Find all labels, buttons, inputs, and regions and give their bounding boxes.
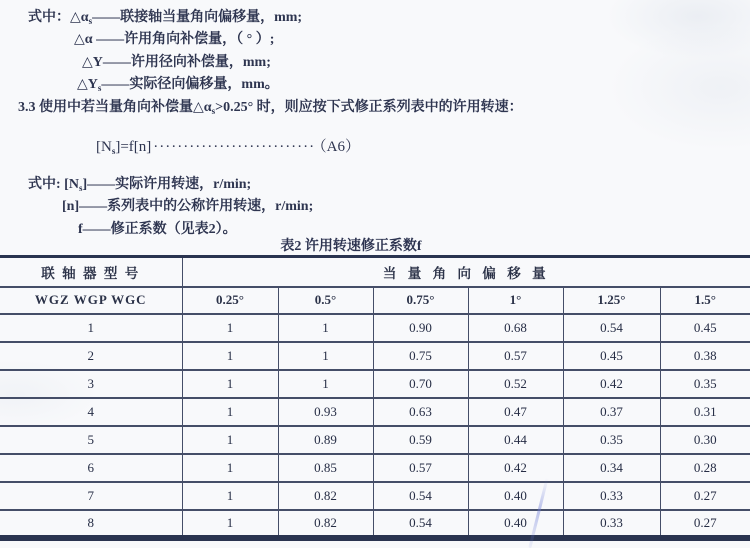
section-3-3-text bbox=[18, 97, 523, 119]
cell-model: 5 bbox=[0, 426, 182, 454]
equation-number: （A6） bbox=[319, 139, 361, 155]
definition-symbol: △α bbox=[74, 32, 93, 48]
table-header-row-1 bbox=[0, 257, 750, 287]
cell-value: 0.38 bbox=[660, 342, 750, 370]
cell-model: 3 bbox=[0, 370, 182, 398]
cell-value: 0.34 bbox=[563, 454, 660, 482]
definition-symbol: △Y bbox=[77, 77, 98, 93]
cell-value: 1 bbox=[278, 342, 373, 370]
header-model-series: WGZ WGP WGC bbox=[0, 287, 182, 314]
cell-value: 0.47 bbox=[468, 398, 563, 426]
definition-line bbox=[28, 196, 313, 218]
cell-value: 0.33 bbox=[563, 482, 660, 510]
cell-value: 0.35 bbox=[563, 426, 660, 454]
cell-value: 0.45 bbox=[660, 314, 750, 342]
cell-value: 1 bbox=[182, 454, 278, 482]
header-angle: 0.25° bbox=[182, 287, 278, 314]
symbol-subscript: s bbox=[78, 183, 83, 193]
symbol-subscript: s bbox=[211, 106, 216, 116]
cell-value: 0.52 bbox=[468, 370, 563, 398]
cell-value: 0.40 bbox=[468, 482, 563, 510]
cell-value: 0.54 bbox=[373, 482, 468, 510]
cell-value: 0.33 bbox=[563, 510, 660, 538]
symbol-subscript: s bbox=[88, 16, 93, 26]
cell-model: 6 bbox=[0, 454, 182, 482]
symbol-subscript: s bbox=[111, 146, 116, 156]
table-row bbox=[0, 342, 750, 370]
cell-value: 1 bbox=[182, 482, 278, 510]
definition-symbol: 式中: [N bbox=[28, 177, 79, 192]
header-angle: 1.5° bbox=[660, 287, 750, 314]
table-row bbox=[0, 398, 750, 426]
header-coupling-model: 联 轴 器 型 号 bbox=[0, 257, 182, 287]
cell-model: 4 bbox=[0, 398, 182, 426]
cell-value: 0.82 bbox=[278, 510, 373, 538]
definition-text: ——实际径向偏移量，mm。 bbox=[101, 77, 279, 93]
cell-value: 0.42 bbox=[563, 370, 660, 398]
cell-value: 1 bbox=[182, 314, 278, 342]
speed-correction-table bbox=[0, 255, 750, 541]
formula-rhs: ]=f[n] bbox=[115, 139, 152, 155]
cell-value: 0.82 bbox=[278, 482, 373, 510]
cell-value: 0.27 bbox=[660, 482, 750, 510]
cell-value: 0.54 bbox=[563, 314, 660, 342]
definition-text: ——联接轴当量角向偏移量，mm; bbox=[92, 10, 303, 25]
cell-value: 0.57 bbox=[373, 454, 468, 482]
cell-value: 1 bbox=[278, 370, 373, 398]
cell-value: 1 bbox=[182, 398, 278, 426]
cell-model: 1 bbox=[0, 314, 182, 342]
cell-value: 1 bbox=[182, 370, 278, 398]
table-caption: 表2 许用转速修正系数f bbox=[280, 239, 422, 254]
definition-text: ——系列表中的公称许用转速，r/min; bbox=[79, 199, 314, 215]
cell-model: 7 bbox=[0, 482, 182, 510]
definition-line bbox=[28, 29, 302, 51]
cell-value: 0.28 bbox=[660, 454, 750, 482]
table-row bbox=[0, 314, 750, 342]
definition-symbol: f bbox=[78, 221, 83, 237]
cell-model: 8 bbox=[0, 510, 182, 538]
cell-value: 0.70 bbox=[373, 370, 468, 398]
symbol-subscript: s bbox=[97, 83, 102, 94]
definition-line bbox=[28, 52, 302, 74]
formula-lhs: [N bbox=[96, 139, 112, 155]
definition-text: ——许用角向补偿量，（ ° ）; bbox=[92, 32, 275, 48]
cell-value: 0.63 bbox=[373, 398, 468, 426]
definitions-block-1 bbox=[28, 7, 302, 97]
definition-line bbox=[28, 74, 302, 96]
header-angle: 0.75° bbox=[373, 287, 468, 314]
definition-text: ——许用径向补偿量，mm; bbox=[102, 54, 271, 70]
header-angle: 1° bbox=[468, 287, 563, 314]
definitions-block-2 bbox=[28, 174, 313, 241]
table-row bbox=[0, 454, 750, 482]
cell-value: 0.27 bbox=[660, 510, 750, 538]
definition-symbol: △Y bbox=[82, 54, 103, 70]
definition-line bbox=[28, 7, 302, 29]
cell-value: 0.42 bbox=[468, 454, 563, 482]
definition-text: ]——实际许用转速，r/min; bbox=[82, 177, 252, 192]
cell-value: 0.75 bbox=[373, 342, 468, 370]
cell-value: 0.45 bbox=[563, 342, 660, 370]
definition-line bbox=[28, 174, 313, 196]
section-3-3 bbox=[18, 97, 523, 119]
header-angle: 0.5° bbox=[278, 287, 373, 314]
cell-value: 1 bbox=[182, 342, 278, 370]
cell-value: 0.90 bbox=[373, 314, 468, 342]
section-text: >0.25° 时，则应按下式修正系列表中的许用转速： bbox=[215, 100, 523, 115]
cell-value: 0.30 bbox=[660, 426, 750, 454]
cell-value: 0.85 bbox=[278, 454, 373, 482]
header-angle: 1.25° bbox=[563, 287, 660, 314]
formula-a6 bbox=[96, 135, 360, 156]
cell-value: 0.68 bbox=[468, 314, 563, 342]
cell-value: 0.40 bbox=[468, 510, 563, 538]
definition-text: ——修正系数（见表2）。 bbox=[82, 221, 237, 237]
cell-value: 0.35 bbox=[660, 370, 750, 398]
cell-value: 1 bbox=[278, 314, 373, 342]
dot-leader: ··························· bbox=[153, 139, 316, 155]
section-text: 3.3 使用中若当量角向补偿量△α bbox=[18, 100, 212, 115]
definition-symbol: [n] bbox=[62, 199, 80, 215]
cell-value: 0.89 bbox=[278, 426, 373, 454]
cell-value: 0.93 bbox=[278, 398, 373, 426]
cell-model: 2 bbox=[0, 342, 182, 370]
cell-value: 0.57 bbox=[468, 342, 563, 370]
definition-symbol: 式中：△α bbox=[28, 10, 89, 25]
header-angular-misalignment: 当 量 角 向 偏 移 量 bbox=[182, 257, 750, 287]
table-header-row-2 bbox=[0, 287, 750, 314]
table-row bbox=[0, 482, 750, 510]
cell-value: 0.54 bbox=[373, 510, 468, 538]
cell-value: 0.37 bbox=[563, 398, 660, 426]
table-row bbox=[0, 510, 750, 538]
cell-value: 0.31 bbox=[660, 398, 750, 426]
table-row bbox=[0, 370, 750, 398]
cell-value: 0.44 bbox=[468, 426, 563, 454]
cell-value: 1 bbox=[182, 426, 278, 454]
cell-value: 1 bbox=[182, 510, 278, 538]
table-row bbox=[0, 426, 750, 454]
cell-value: 0.59 bbox=[373, 426, 468, 454]
